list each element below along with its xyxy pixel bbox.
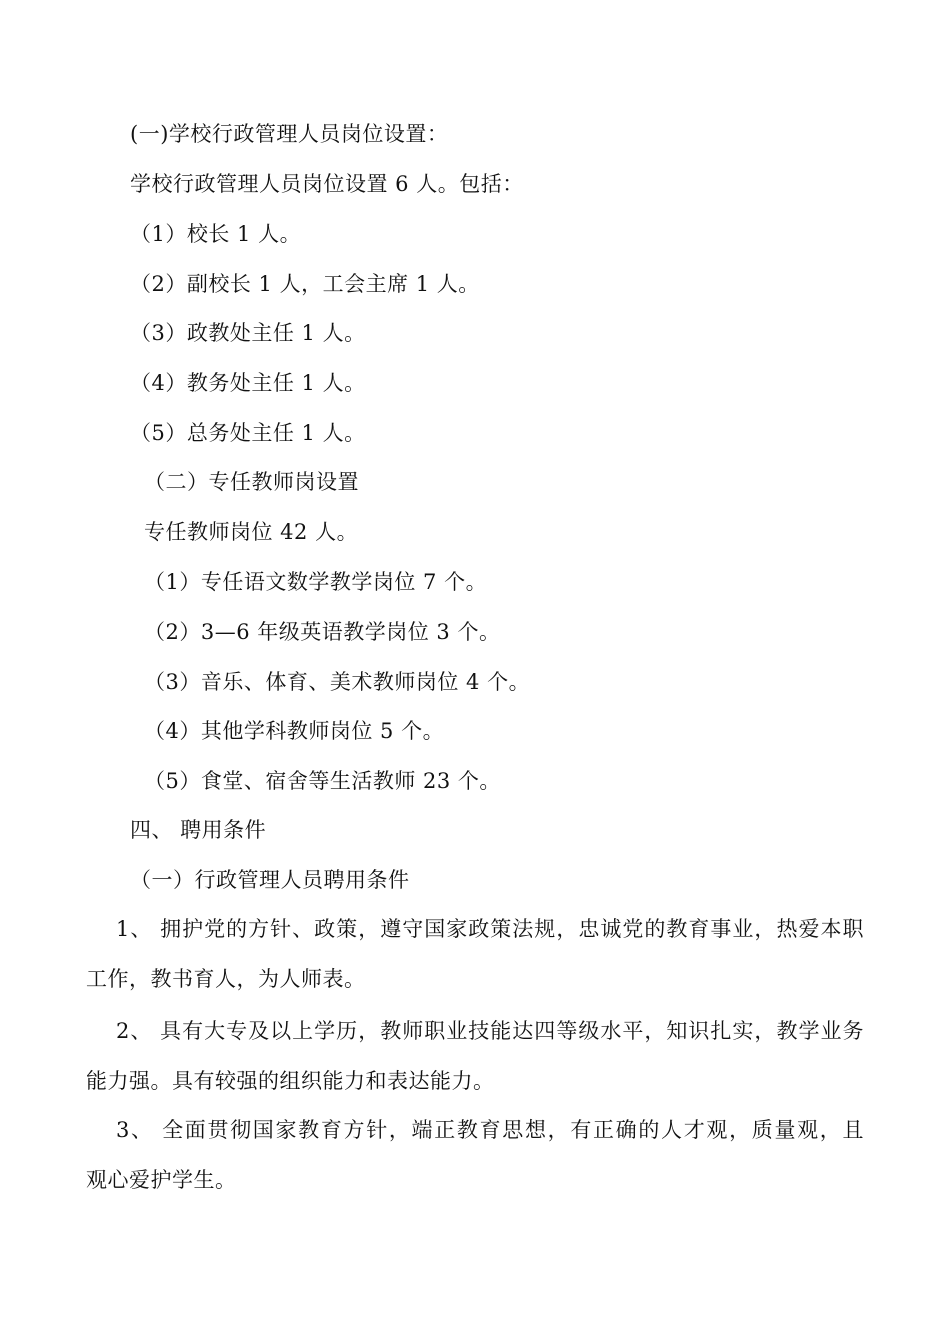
teachers-item-5: （5）食堂、宿舍等生活教师 23 个。 <box>144 769 501 793</box>
section-four-heading: 四、 聘用条件 <box>130 818 267 842</box>
admin-section-heading: (一)学校行政管理人员岗位设置： <box>130 122 449 146</box>
condition-paragraph-3 <box>86 1115 864 1215</box>
condition-2-line-1: 2、 具有大专及以上学历，教师职业技能达四等级水平，知识扎实，教学业务 <box>116 1019 864 1043</box>
admin-item-4: （4）教务处主任 1 人。 <box>130 371 366 395</box>
teachers-item-1: （1）专任语文数学教学岗位 7 个。 <box>144 570 488 594</box>
admin-item-3: （3）政教处主任 1 人。 <box>130 321 366 345</box>
teachers-item-2: （2）3—6 年级英语教学岗位 3 个。 <box>144 620 501 644</box>
section-four-subheading: （一）行政管理人员聘用条件 <box>130 868 410 892</box>
admin-item-1: （1）校长 1 人。 <box>130 222 302 246</box>
condition-1-line-2: 工作，教书育人，为人师表。 <box>86 967 366 991</box>
condition-paragraph-1 <box>86 914 864 1014</box>
admin-item-5: （5）总务处主任 1 人。 <box>130 421 366 445</box>
admin-item-2: （2）副校长 1 人，工会主席 1 人。 <box>130 272 480 296</box>
teachers-section-summary: 专任教师岗位 42 人。 <box>144 520 359 544</box>
teachers-item-3: （3）音乐、体育、美术教师岗位 4 个。 <box>144 670 531 694</box>
teachers-section-heading: （二）专任教师岗设置 <box>144 470 359 494</box>
condition-paragraph-2 <box>86 1016 864 1116</box>
condition-1-line-1: 1、 拥护党的方针、政策，遵守国家政策法规，忠诚党的教育事业，热爱本职 <box>116 917 864 941</box>
teachers-item-4: （4）其他学科教师岗位 5 个。 <box>144 719 445 743</box>
condition-3-line-2: 观心爱护学生。 <box>86 1168 237 1192</box>
condition-3-line-1: 3、 全面贯彻国家教育方针，端正教育思想，有正确的人才观，质量观，且 <box>116 1118 864 1142</box>
condition-2-line-2: 能力强。具有较强的组织能力和表达能力。 <box>86 1069 495 1093</box>
admin-section-summary: 学校行政管理人员岗位设置 6 人。包括： <box>130 172 524 196</box>
